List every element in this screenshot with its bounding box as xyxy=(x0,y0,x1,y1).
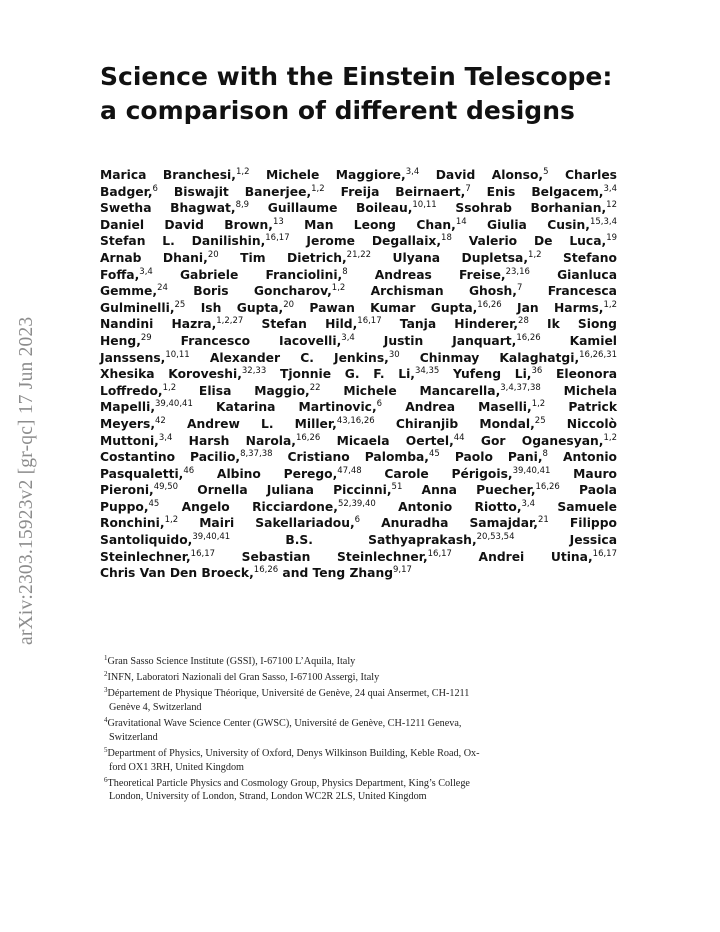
affiliation-marker: 1,2 xyxy=(331,283,346,294)
affiliation-marker: 8 xyxy=(542,449,548,460)
affiliation-marker: 29 xyxy=(140,332,152,343)
author-name: Filippo xyxy=(548,516,617,531)
author-name: and Teng Zhang xyxy=(278,566,394,581)
author-name: Micaela Oertel, xyxy=(320,433,454,448)
author-name: Ish Gupta, xyxy=(185,300,284,315)
affiliation-marker: 19 xyxy=(606,233,618,244)
affiliation-marker: 21 xyxy=(537,515,549,526)
author-name: Angelo Ricciardone, xyxy=(159,499,338,514)
author-name: Elisa Maggio, xyxy=(176,383,310,398)
affiliation-marker: 46 xyxy=(183,465,195,476)
author-name: Xhesika Koroveshi, xyxy=(100,367,242,382)
author-name: Biswajit Banerjee, xyxy=(157,184,312,199)
author-name: Gor Oganesyan, xyxy=(464,433,604,448)
author-line xyxy=(100,250,617,267)
affiliation-text: Department of Physics, University of Oxford, Denys Wilkinson Building, Keble Road, Ox- xyxy=(107,747,480,759)
affiliation-marker: 1,2 xyxy=(164,515,179,526)
author-line xyxy=(100,383,617,400)
author-name: Marica Branchesi, xyxy=(100,168,236,182)
author-name: Katarina Martinovic, xyxy=(192,400,377,415)
affiliation-marker: 42 xyxy=(155,415,166,426)
author-line xyxy=(100,499,617,516)
author-name: Andrea Maselli, xyxy=(382,400,532,415)
affiliation-marker: 12 xyxy=(606,200,617,211)
affiliation-marker: 6 xyxy=(376,399,383,410)
affiliation-item xyxy=(104,717,618,744)
affiliation-marker: 20 xyxy=(283,299,295,310)
author-name: Arnab Dhani, xyxy=(100,250,208,265)
author-name: Andreas Freise, xyxy=(347,267,506,282)
author-name: Gemme, xyxy=(100,284,158,299)
author-line xyxy=(100,482,617,499)
affiliation-marker: 1,2 xyxy=(235,167,250,177)
affiliation-marker: 45 xyxy=(428,449,440,460)
affiliation-marker: 3,4 xyxy=(139,266,153,277)
affiliation-marker: 16,26 xyxy=(253,565,279,576)
affiliation-marker: 10,11 xyxy=(412,200,437,211)
author-name: Ulyana Dupletsa, xyxy=(371,250,529,265)
paper-title xyxy=(100,60,620,128)
affiliation-marker: 52,39,40 xyxy=(337,498,376,509)
author-name: Anna Puecher, xyxy=(402,483,536,498)
author-line xyxy=(100,515,617,532)
affiliation-marker: 1,2 xyxy=(603,299,617,310)
affiliation-text: ford OX1 3RH, United Kingdom xyxy=(109,761,244,773)
author-name: Loffredo, xyxy=(100,383,163,398)
author-name: Ronchini, xyxy=(100,516,165,531)
affiliation-text: Switzerland xyxy=(109,731,158,743)
author-name: Stefan L. Danilishin, xyxy=(100,234,266,249)
author-name: Michele Mancarella, xyxy=(320,383,501,398)
author-name: Mauro xyxy=(550,466,617,481)
affiliation-marker: 47,48 xyxy=(337,465,362,476)
author-name: B.S. Sathyaprakash, xyxy=(230,533,477,548)
affiliation-marker: 14 xyxy=(455,216,467,227)
author-line xyxy=(100,200,617,217)
affiliation-marker: 3,4 xyxy=(603,183,617,194)
affiliation-marker: 23,16 xyxy=(505,266,530,277)
author-line xyxy=(100,399,617,416)
author-name: Justin Janquart, xyxy=(354,333,517,348)
affiliation-marker: 1,2 xyxy=(528,249,542,260)
author-name: Freija Beirnaert, xyxy=(324,184,466,199)
affiliation-marker: 7 xyxy=(516,283,523,294)
affiliation-marker: 3,4 xyxy=(405,167,420,177)
author-name: Pasqualetti, xyxy=(100,466,184,481)
affiliation-marker: 15,3,4 xyxy=(589,216,617,227)
affiliation-marker: 30 xyxy=(388,349,400,360)
affiliation-marker: 32,33 xyxy=(241,366,267,377)
affiliation-marker: 28 xyxy=(518,316,529,327)
author-name: Chinmay Kalaghatgi, xyxy=(399,350,580,365)
author-name: David Alonso, xyxy=(419,168,544,182)
affiliation-marker: 3,4 xyxy=(521,498,536,509)
affiliation-text: Theoretical Particle Physics and Cosmology Group, Physics Department, King’s College xyxy=(107,777,470,789)
affiliation-marker: 43,16,26 xyxy=(336,415,375,426)
author-name: Chris Van Den Broeck, xyxy=(100,566,254,581)
author-name: Andrei Utina, xyxy=(451,549,593,564)
affiliation-marker: 36 xyxy=(531,366,543,377)
affiliation-item xyxy=(104,655,618,669)
affiliation-marker: 34,35 xyxy=(414,366,440,377)
author-name: Swetha Bhagwat, xyxy=(100,201,236,216)
affiliation-list xyxy=(104,655,618,807)
affiliation-marker: 6 xyxy=(152,183,158,194)
author-name: Mairi Sakellariadou, xyxy=(178,516,355,531)
affiliation-marker: 1,2,27 xyxy=(216,316,244,327)
author-name: Eleonora xyxy=(542,367,617,382)
author-line xyxy=(100,532,617,549)
author-name: Guillaume Boileau, xyxy=(249,201,413,216)
affiliation-marker: 16,26 xyxy=(535,482,560,493)
author-line xyxy=(100,366,617,383)
author-name: Paola xyxy=(559,483,617,498)
author-name: Pieroni, xyxy=(100,483,154,498)
author-name: Giulia Cusin, xyxy=(466,217,590,232)
affiliation-marker: 16,26 xyxy=(477,299,502,310)
author-name: Mapelli, xyxy=(100,400,155,415)
author-line xyxy=(100,333,617,350)
author-name: Enis Belgacem, xyxy=(470,184,604,199)
author-name: Foffa, xyxy=(100,267,140,282)
author-name: Steinlechner, xyxy=(100,549,191,564)
author-name: Tim Dietrich, xyxy=(218,250,347,265)
affiliation-marker: 16,17 xyxy=(427,548,452,559)
affiliation-marker: 13 xyxy=(272,216,284,227)
author-line xyxy=(100,184,617,201)
author-name: Sebastian Steinlechner, xyxy=(215,549,428,564)
affiliation-marker: 16,17 xyxy=(592,548,617,559)
affiliation-marker: 3,4,37,38 xyxy=(500,382,541,393)
author-name: Nandini Hazra, xyxy=(100,317,217,332)
affiliation-marker: 8,37,38 xyxy=(240,449,273,460)
author-name: Niccolò xyxy=(545,416,617,431)
affiliation-marker: 49,50 xyxy=(153,482,179,493)
author-name: Ssohrab Borhanian, xyxy=(436,201,607,216)
author-name: Albino Perego, xyxy=(194,466,338,481)
author-name: Chiranjib Mondal, xyxy=(374,416,535,431)
affiliation-marker: 8,9 xyxy=(235,200,250,211)
affiliation-number: 4 xyxy=(104,716,108,725)
title-line: Science with the Einstein Telescope: xyxy=(100,62,613,91)
affiliation-marker: 16,17 xyxy=(190,548,216,559)
author-name: Stefan Hild, xyxy=(243,317,358,332)
arxiv-identifier: arXiv:2303.15923v2 [gr-qc] 17 Jun 2023 xyxy=(16,316,37,645)
author-list xyxy=(100,167,617,582)
affiliation-number: 3 xyxy=(104,686,108,695)
author-name: Santoliquido, xyxy=(100,533,193,548)
affiliation-item xyxy=(104,671,618,685)
author-line xyxy=(100,267,617,284)
author-name: Ik Siong xyxy=(528,317,617,332)
author-line xyxy=(100,449,617,466)
author-name: Samuele xyxy=(535,499,617,514)
author-name: Carole Périgois, xyxy=(361,466,513,481)
author-line xyxy=(100,283,617,300)
author-name: Gianluca xyxy=(529,267,617,282)
author-name: Janssens, xyxy=(100,350,166,365)
author-line xyxy=(100,167,617,184)
author-line xyxy=(100,217,617,234)
affiliation-marker: 20,53,54 xyxy=(476,532,515,543)
affiliation-text: Gravitational Wave Science Center (GWSC), Université de Genève, CH-1211 Geneva, xyxy=(107,718,462,730)
affiliation-marker: 22 xyxy=(309,382,321,393)
affiliation-marker: 16,26 xyxy=(516,332,541,343)
author-name: Heng, xyxy=(100,333,141,348)
affiliation-text: Genève 4, Switzerland xyxy=(109,701,202,713)
author-name: Meyers, xyxy=(100,416,155,431)
affiliation-marker: 20 xyxy=(207,249,219,260)
author-name: Cristiano Palomba, xyxy=(272,450,429,465)
affiliation-item xyxy=(104,777,618,804)
affiliation-marker: 1,2 xyxy=(603,432,617,443)
affiliation-marker: 16,26 xyxy=(295,432,321,443)
affiliation-text: London, University of London, Strand, London WC2R 2LS, United Kingdom xyxy=(109,791,427,803)
affiliation-number: 2 xyxy=(104,670,108,679)
affiliation-marker: 6 xyxy=(354,515,361,526)
affiliation-marker: 25 xyxy=(534,415,546,426)
affiliation-marker: 1,2 xyxy=(531,399,546,410)
affiliation-number: 1 xyxy=(104,654,108,662)
affiliation-marker: 10,11 xyxy=(165,349,190,360)
affiliation-marker: 3,4 xyxy=(341,332,355,343)
affiliation-marker: 21,22 xyxy=(346,249,372,260)
author-name: Ornella Juliana Piccinni, xyxy=(178,483,392,498)
author-name: Tjonnie G. F. Li, xyxy=(266,367,415,382)
author-name: Jerome Degallaix, xyxy=(289,234,442,249)
author-name: Badger, xyxy=(100,184,153,199)
author-line xyxy=(100,350,617,367)
affiliation-marker: 39,40,41 xyxy=(512,465,551,476)
author-name: Michela xyxy=(540,383,617,398)
affiliation-marker: 16,26,31 xyxy=(579,349,617,360)
author-line xyxy=(100,300,617,317)
author-name: Francesco Iacovelli, xyxy=(151,333,342,348)
author-line xyxy=(100,433,617,450)
author-name: Man Leong Chan, xyxy=(283,217,456,232)
author-name: Harsh Narola, xyxy=(172,433,296,448)
affiliation-text: Gran Sasso Science Institute (GSSI), I-67100 L’Aquila, Italy xyxy=(107,656,356,667)
author-name: Stefano xyxy=(541,250,617,265)
author-name: Kamiel xyxy=(540,333,618,348)
author-name: Francesca xyxy=(522,284,617,299)
affiliation-marker: 25 xyxy=(174,299,186,310)
affiliation-marker: 24 xyxy=(157,283,168,294)
author-name: Daniel David Brown, xyxy=(100,217,273,232)
author-name: Paolo Pani, xyxy=(439,450,543,465)
affiliation-marker: 16,17 xyxy=(265,233,290,244)
affiliation-number: 6 xyxy=(104,775,108,784)
author-name: Alexander C. Jenkins, xyxy=(189,350,389,365)
affiliation-marker: 3,4 xyxy=(158,432,173,443)
affiliation-marker: 5 xyxy=(543,167,549,177)
author-name: Jan Harms, xyxy=(501,300,604,315)
affiliation-marker: 45 xyxy=(148,498,160,509)
affiliation-marker: 7 xyxy=(465,183,471,194)
author-name: Tanja Hinderer, xyxy=(381,317,519,332)
author-name: Michele Maggiore, xyxy=(249,168,406,182)
author-name: Antonio xyxy=(547,450,617,465)
author-line xyxy=(100,416,617,433)
affiliation-marker: 1,2 xyxy=(162,382,177,393)
author-name: Costantino Pacilio, xyxy=(100,450,241,465)
affiliation-marker: 8 xyxy=(342,266,348,277)
author-name: Gabriele Franciolini, xyxy=(152,267,343,282)
affiliation-marker: 44 xyxy=(453,432,465,443)
author-name: Charles xyxy=(548,168,617,182)
author-line xyxy=(100,316,617,333)
author-name: Anuradha Samajdar, xyxy=(360,516,538,531)
affiliation-item xyxy=(104,687,618,714)
affiliation-marker: 9,17 xyxy=(393,565,412,576)
affiliation-text: INFN, Laboratori Nazionali del Gran Sasso, I-67100 Assergi, Italy xyxy=(107,672,380,684)
affiliation-text: Département de Physique Théorique, Université de Genève, 24 quai Ansermet, CH-1211 xyxy=(107,688,470,700)
affiliation-marker: 18 xyxy=(441,233,452,244)
author-name: Gulminelli, xyxy=(100,300,175,315)
affiliation-number: 5 xyxy=(104,745,108,754)
author-name: Boris Goncharov, xyxy=(167,284,332,299)
title-line: a comparison of different designs xyxy=(100,96,575,125)
author-name: Patrick xyxy=(545,400,617,415)
affiliation-marker: 39,40,41 xyxy=(192,532,231,543)
author-line xyxy=(100,466,617,483)
author-name: Yufeng Li, xyxy=(439,367,532,382)
author-name: Pawan Kumar Gupta, xyxy=(294,300,478,315)
affiliation-marker: 39,40,41 xyxy=(155,399,193,410)
author-name: Valerio De Luca, xyxy=(451,234,607,249)
affiliation-marker: 51 xyxy=(391,482,403,493)
affiliation-marker: 16,17 xyxy=(357,316,382,327)
affiliation-item xyxy=(104,747,618,774)
author-line xyxy=(100,233,617,250)
affiliation-marker: 1,2 xyxy=(311,183,325,194)
author-name: Jessica xyxy=(514,533,618,548)
author-line xyxy=(100,549,617,566)
author-name: Antonio Riotto, xyxy=(375,499,522,514)
author-name: Muttoni, xyxy=(100,433,159,448)
author-name: Archisman Ghosh, xyxy=(345,284,517,299)
author-name: Andrew L. Miller, xyxy=(165,416,337,431)
author-name: Puppo, xyxy=(100,499,149,514)
author-line xyxy=(100,565,617,582)
